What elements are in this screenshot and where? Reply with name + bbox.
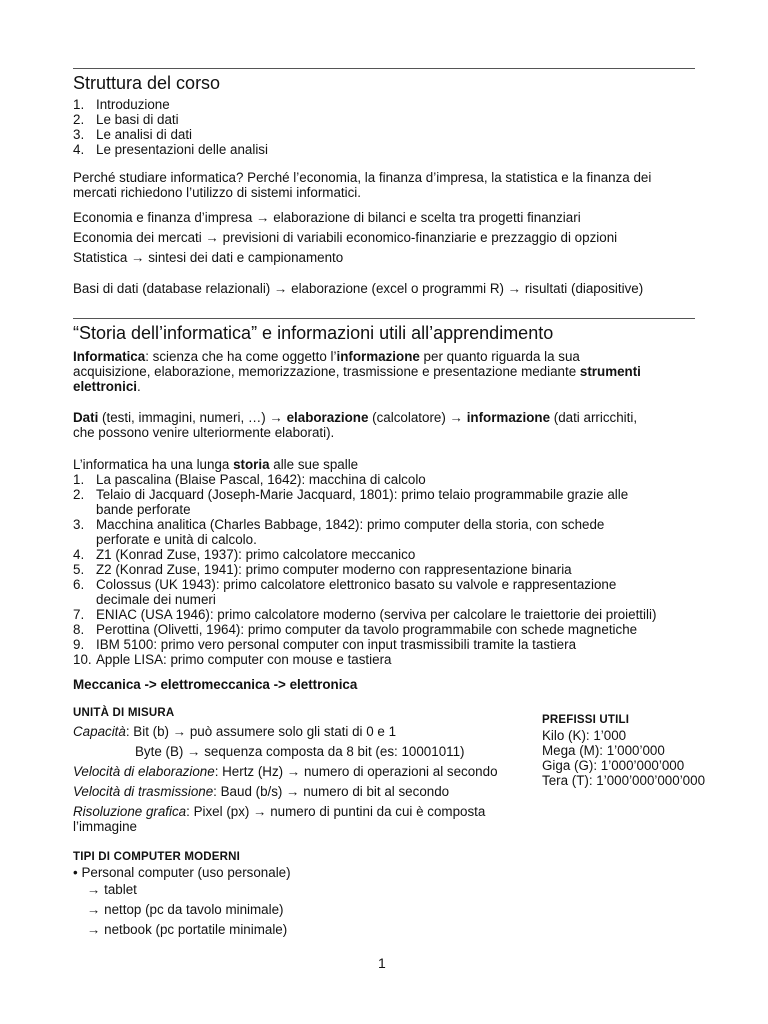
list-item: 10. Apple LISA: primo computer con mouse e tastiera — [73, 652, 392, 667]
list-item: 2. Telaio di Jacquard (Joseph-Marie Jacquard, 1801): primo telaio programmabile grazie alle bande perforate — [73, 487, 629, 517]
computer-types-section — [73, 850, 695, 942]
bullet-icon: • — [73, 865, 78, 880]
arrow-icon: → — [87, 882, 101, 897]
units-heading: UNITÀ DI MISURA — [73, 707, 175, 719]
arrow-icon: → — [269, 410, 283, 425]
arrow-icon: → — [87, 902, 101, 917]
arrow-icon: → — [87, 922, 101, 937]
list-item: → netbook (pc portatile minimale) — [87, 922, 288, 937]
areas-list — [73, 210, 695, 270]
page-number: 1 — [378, 955, 386, 971]
arrow-icon: → — [449, 410, 463, 425]
transmission-line: Velocità di trasmissione: Baud (b/s) → numero di bit al secondo — [73, 784, 450, 799]
arrow-icon: → — [131, 250, 145, 265]
prefix-item: Mega (M): 1’000’000 — [542, 743, 665, 758]
list-item: 3. Le analisi di dati — [73, 127, 193, 142]
speed-line: Velocità di elaborazione: Hertz (Hz) → numero di operazioni al secondo — [73, 764, 498, 779]
arrow-icon: → — [286, 784, 300, 799]
list-item: → nettop (pc da tavolo minimale) — [87, 902, 284, 917]
arrow-icon: → — [507, 281, 522, 296]
course-outline-list — [73, 97, 695, 157]
prefixes-section — [542, 713, 742, 788]
list-item: 4. Le presentazioni delle analisi — [73, 142, 268, 157]
computer-types-heading: TIPI DI COMPUTER MODERNI — [73, 851, 241, 863]
top-divider — [73, 68, 695, 69]
list-item: → tablet — [87, 882, 137, 897]
list-item: • Personal computer (uso personale) — [73, 865, 291, 880]
list-item: 4. Z1 (Konrad Zuse, 1937): primo calcolatore meccanico — [73, 547, 416, 562]
area-line: Economia e finanza d’impresa → elaborazione di bilanci e scelta tra progetti finanziari — [73, 210, 581, 225]
units-section — [73, 706, 533, 834]
prefix-item: Kilo (K): 1’000 — [542, 728, 627, 743]
informatica-definition: Informatica: scienza che ha come oggetto l’informazione per quanto riguarda la sua acquisizione, elaborazione, memorizzazione, trasmissione e presentazione mediante strumenti elettronici. — [73, 349, 641, 394]
capacity-byte-line: Byte (B) → sequenza composta da 8 bit (es: 10001011) — [135, 744, 465, 759]
list-item: 8. Perottina (Olivetti, 1964): primo computer da tavolo programmabile con schede magnetiche — [73, 622, 638, 637]
area-line: Economia dei mercati → previsioni di variabili economico-finanziarie e prezzaggio di opzioni — [73, 230, 618, 245]
arrow-icon: → — [205, 230, 219, 245]
capacity-bit-line: Capacità: Bit (b) → può assumere solo gli stati di 0 e 1 — [73, 724, 397, 739]
section-divider — [73, 318, 695, 319]
arrow-icon: → — [187, 744, 201, 759]
arrow-icon: → — [286, 764, 301, 779]
arrow-icon: → — [274, 281, 288, 296]
list-item: 2. Le basi di dati — [73, 112, 179, 127]
area-line: Statistica → sintesi dei dati e campionamento — [73, 250, 344, 265]
list-item: 1. Introduzione — [73, 97, 170, 112]
list-item: 7. ENIAC (USA 1946): primo calcolatore moderno (serviva per calcolare le traiettorie dei proiettili) — [73, 607, 657, 622]
section-title-course-structure: Struttura del corso — [73, 73, 221, 93]
section-title-history: “Storia dell’informatica” e informazioni utili all’apprendimento — [73, 323, 554, 343]
list-item: 3. Macchina analitica (Charles Babbage, 1842): primo computer della storia, con schede perforate e unità di calcolo. — [73, 517, 605, 547]
history-intro: L’informatica ha una lunga storia alle sue spalle — [73, 457, 359, 472]
dati-definition: Dati (testi, immagini, numeri, …) → elaborazione (calcolatore) → informazione (dati arricchiti, che possono venire ulteriormente elaborati). — [73, 410, 638, 440]
evolution-line: Meccanica -> elettromeccanica -> elettronica — [73, 677, 358, 692]
prefixes-heading: PREFISSI UTILI — [542, 714, 630, 726]
resolution-line: Risoluzione grafica: Pixel (px) → numero di puntini da cui è composta — [73, 804, 486, 819]
prefix-item: Tera (T): 1’000’000’000’000 — [542, 773, 706, 788]
list-item: 6. Colossus (UK 1943): primo calcolatore elettronico basato su valvole e rappresentazione decimale dei numeri — [73, 577, 617, 607]
arrow-icon: → — [172, 724, 187, 739]
list-item: 1. La pascalina (Blaise Pascal, 1642): macchina di calcolo — [73, 472, 426, 487]
arrow-icon: → — [253, 804, 267, 819]
list-item: 9. IBM 5100: primo vero personal computer con input trasmissibili tramite la tastiera — [73, 637, 577, 652]
arrow-icon: → — [256, 210, 270, 225]
resolution-line-2: l’immagine — [73, 819, 137, 834]
prefix-item: Giga (G): 1’000’000’000 — [542, 758, 685, 773]
history-list — [73, 472, 695, 667]
list-item: 5. Z2 (Konrad Zuse, 1941): primo computer moderno con rappresentazione binaria — [73, 562, 572, 577]
why-paragraph: Perché studiare informatica? Perché l’economia, la finanza d’impresa, la statistica e la finanza dei mercati richiedono l’utilizzo di sistemi informatici. — [73, 170, 652, 200]
pipeline-line: Basi di dati (database relazionali) → elaborazione (excel o programmi R) → risultati (diapositive) — [73, 281, 644, 296]
